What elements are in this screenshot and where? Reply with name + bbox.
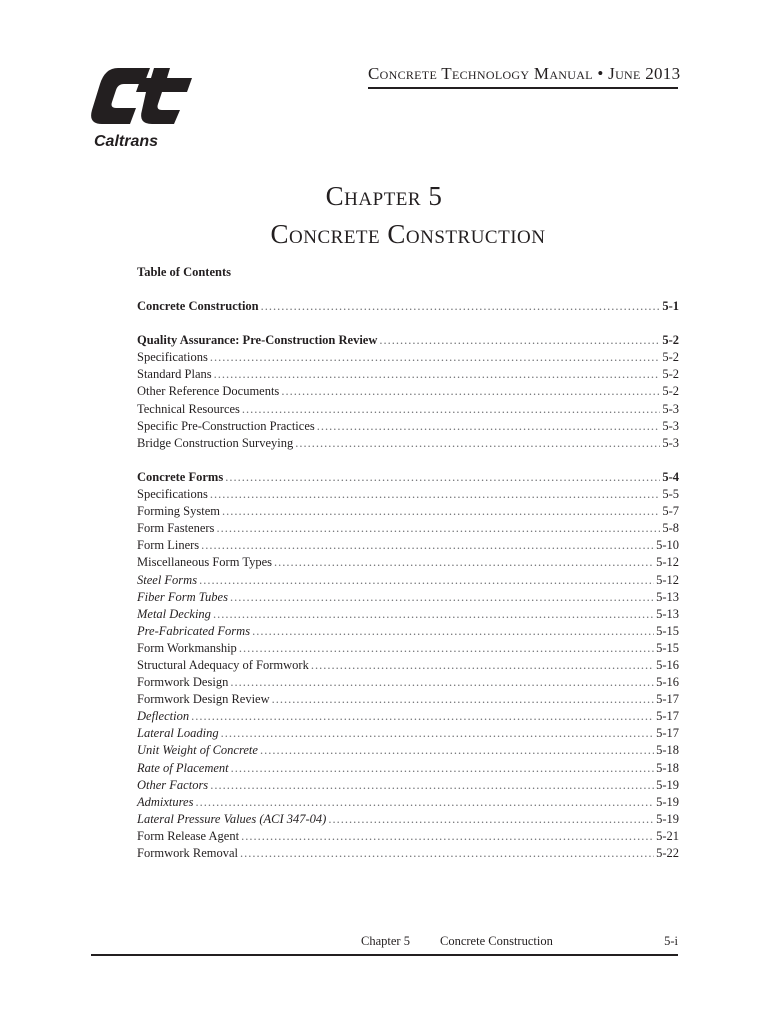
toc-entry[interactable] [137,725,679,742]
toc-entry-label: Specific Pre-Construction Practices [137,418,315,433]
toc-entry[interactable] [137,777,679,794]
toc-leader-dots [210,349,661,366]
toc-entry[interactable] [137,537,679,554]
toc-leader-dots [317,418,661,435]
toc-entry-label: Structural Adequacy of Formwork [137,657,309,672]
toc-leader-dots [272,691,654,708]
toc-entry-page: 5-3 [662,435,679,450]
chapter-title: Concrete Construction [270,219,546,249]
toc-entry-label: Unit Weight of Concrete [137,743,258,758]
toc-entry-label: Quality Assurance: Pre-Construction Review [137,333,378,348]
footer-chapter: Chapter 5 [361,934,410,948]
toc-entry-label: Other Factors [137,777,209,792]
toc-entry-label: Forming System [137,504,220,519]
caltrans-logo [88,62,198,152]
toc-leader-dots [225,469,660,486]
toc-entry[interactable] [137,554,679,571]
toc-leader-dots [213,606,654,623]
toc-entry-label: Standard Plans [137,367,212,382]
toc-leader-dots [240,845,654,862]
toc-entry-label: Lateral Pressure Values (ACI 347-04) [137,811,327,826]
toc-entry-label: Miscellaneous Form Types [137,555,272,570]
footer-title: Concrete Construction [440,934,553,948]
toc-entry-label: Fiber Form Tubes [137,589,228,604]
toc-entry-page: 5-5 [662,487,679,502]
toc-entry[interactable] [137,691,679,708]
toc-entry-label: Formwork Design Review [137,692,270,707]
toc-leader-dots [230,589,654,606]
toc-entry-label: Lateral Loading [137,726,219,741]
toc-entry[interactable] [137,606,679,623]
toc-entry[interactable] [137,401,679,418]
toc-leader-dots [379,332,660,349]
toc-entry-label: Technical Resources [137,401,240,416]
toc-entry-page: 5-7 [662,504,679,519]
toc-leader-dots [242,401,660,418]
toc-entry-page: 5-17 [656,726,679,741]
toc-entry[interactable] [137,760,679,777]
toc-entry-page: 5-18 [656,760,679,775]
toc-entry-page: 5-10 [656,538,679,553]
toc-leader-dots [231,760,654,777]
toc-entry-label: Formwork Removal [137,846,239,860]
logo-wordmark: Caltrans [94,133,159,150]
toc-entry[interactable] [137,503,679,520]
toc-entry-page: 5-16 [656,675,679,690]
toc-leader-dots [311,657,654,674]
footer-rule [91,954,678,956]
toc-entry-page: 5-19 [656,777,679,792]
toc-leader-dots [210,777,654,794]
toc-leader-dots [199,572,654,589]
toc-entry[interactable] [137,828,679,845]
toc-entry-page: 5-17 [656,709,679,724]
toc-entry-page: 5-21 [656,828,679,843]
toc-entry[interactable] [137,469,679,486]
toc-entry-label: Specifications [137,350,208,365]
toc-entry-page: 5-8 [662,521,679,536]
toc-entry-label: Form Workmanship [137,640,237,655]
toc-leader-dots [230,674,654,691]
toc-leader-dots [216,520,660,537]
toc-entry-label: Steel Forms [137,572,198,587]
toc-entry-page: 5-13 [656,606,679,621]
toc-leader-dots [201,537,654,554]
toc-entry-label: Other Reference Documents [137,384,280,399]
toc-entry-label: Pre-Fabricated Forms [137,623,251,638]
toc-entry[interactable] [137,794,679,811]
toc-entry-page: 5-2 [662,333,679,348]
toc-entry[interactable] [137,332,679,349]
toc-leader-dots [328,811,654,828]
toc-leader-dots [281,383,660,400]
toc-entry-label: Form Liners [137,538,200,553]
toc-entry[interactable] [137,572,679,589]
toc-entry-page: 5-1 [662,299,679,313]
toc-entry-page: 5-12 [656,555,679,570]
toc-leader-dots [214,366,661,383]
toc-entry[interactable] [137,708,679,725]
toc-leader-dots [239,640,654,657]
toc-heading: Table of Contents [137,265,231,279]
toc-entry-page: 5-19 [656,811,679,826]
toc-entry[interactable] [137,845,679,862]
toc-entry[interactable] [137,742,679,759]
toc-entry[interactable] [137,811,679,828]
toc-leader-dots [295,435,660,452]
toc-entry[interactable] [137,623,679,640]
toc-entry[interactable] [137,589,679,606]
toc-leader-dots [210,486,661,503]
toc-leader-dots [222,503,660,520]
toc-entry-label: Specifications [137,487,208,502]
toc-entry[interactable] [137,418,679,435]
toc-leader-dots [260,742,654,759]
toc-entry-page: 5-13 [656,589,679,604]
toc-entry-page: 5-17 [656,692,679,707]
toc-entry[interactable] [137,298,679,315]
header-rule [368,87,678,89]
toc-entry-label: Deflection [137,709,190,724]
toc-entry[interactable] [137,349,679,366]
toc-entry[interactable] [137,520,679,537]
toc-entry-page: 5-15 [656,623,679,638]
toc-entry-label: Form Fasteners [137,521,215,536]
toc-leader-dots [195,794,654,811]
toc-entry-page: 5-2 [662,367,679,382]
toc-leader-dots [274,554,654,571]
toc-entry-page: 5-2 [662,384,679,399]
toc-entry-page: 5-3 [662,418,679,433]
toc-leader-dots [191,708,654,725]
toc-entry-page: 5-22 [656,846,679,860]
manual-title: Concrete Technology Manual • June 2013 [368,64,681,83]
toc-leader-dots [241,828,654,845]
toc-entry-label: Rate of Placement [137,760,229,775]
toc-entry[interactable] [137,640,679,657]
toc-entry-label: Bridge Construction Surveying [137,435,294,450]
toc-entry[interactable] [137,657,679,674]
toc-entry-page: 5-19 [656,794,679,809]
chapter-number: Chapter 5 [325,181,443,211]
toc-entry-label: Formwork Design [137,675,229,690]
toc-leader-dots [252,623,654,640]
toc-entry-label: Metal Decking [137,606,211,621]
toc-entry-label: Concrete Forms [137,469,224,484]
toc-entry-page: 5-12 [656,572,679,587]
toc-entry[interactable] [137,435,679,452]
toc-entry[interactable] [137,366,679,383]
toc-entry-label: Form Release Agent [137,828,240,843]
toc-leader-dots [261,298,661,315]
toc-entry-page: 5-2 [662,350,679,365]
toc-leader-dots [221,725,654,742]
toc-entry-page: 5-15 [656,640,679,655]
toc-entry-label: Admixtures [137,794,194,809]
toc-entry-page: 5-4 [662,469,679,484]
toc-entry[interactable] [137,383,679,400]
footer-page-number: 5-i [664,934,678,948]
toc-entry-page: 5-3 [662,401,679,416]
table-of-contents [137,298,679,862]
toc-entry-page: 5-16 [656,657,679,672]
toc-entry-label: Concrete Construction [137,299,259,313]
toc-entry[interactable] [137,674,679,691]
toc-entry-page: 5-18 [656,743,679,758]
toc-entry[interactable] [137,486,679,503]
